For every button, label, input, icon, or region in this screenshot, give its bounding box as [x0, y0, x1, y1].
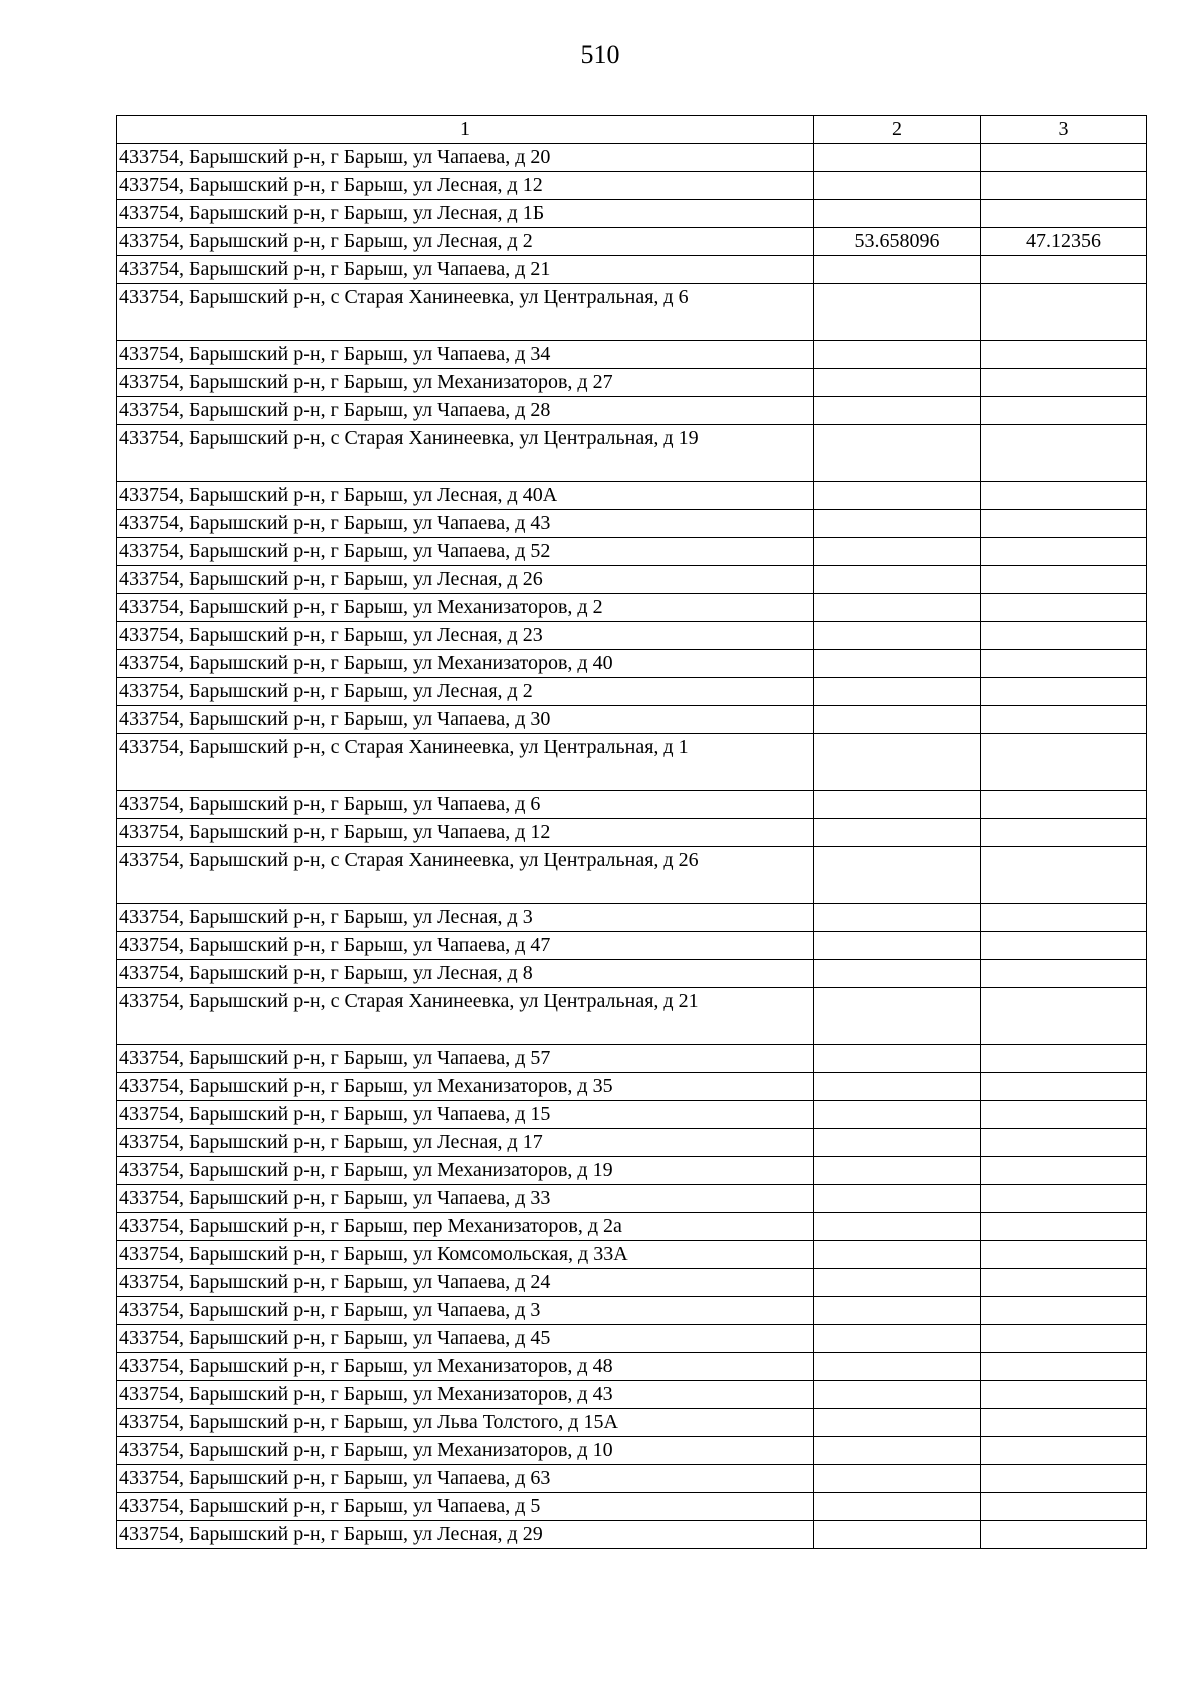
address-cell: 433754, Барышский р-н, г Барыш, ул Чапаева, д 28: [117, 397, 814, 425]
address-cell: 433754, Барышский р-н, г Барыш, ул Лесная, д 12: [117, 172, 814, 200]
latitude-cell: [814, 622, 981, 650]
longitude-cell: [981, 172, 1147, 200]
table-row: [117, 1073, 1147, 1101]
longitude-cell: [981, 650, 1147, 678]
address-cell: 433754, Барышский р-н, г Барыш, ул Чапаева, д 30: [117, 706, 814, 734]
longitude-cell: [981, 1101, 1147, 1129]
longitude-cell: [981, 706, 1147, 734]
table-row: [117, 1465, 1147, 1493]
latitude-cell: [814, 256, 981, 284]
address-cell: 433754, Барышский р-н, г Барыш, ул Чапаева, д 12: [117, 819, 814, 847]
longitude-cell: [981, 1409, 1147, 1437]
latitude-cell: [814, 200, 981, 228]
address-cell: 433754, Барышский р-н, г Барыш, ул Чапаева, д 34: [117, 341, 814, 369]
longitude-cell: [981, 510, 1147, 538]
address-cell: 433754, Барышский р-н, с Старая Ханинеевка, ул Центральная, д 26: [117, 847, 814, 904]
table-row: [117, 256, 1147, 284]
table-row: [117, 1381, 1147, 1409]
address-cell: 433754, Барышский р-н, г Барыш, ул Чапаева, д 3: [117, 1297, 814, 1325]
table-row: [117, 1297, 1147, 1325]
table-row: [117, 1409, 1147, 1437]
table-row: [117, 1353, 1147, 1381]
longitude-cell: [981, 1213, 1147, 1241]
longitude-cell: [981, 960, 1147, 988]
column-header-3: 3: [981, 116, 1147, 144]
latitude-cell: [814, 369, 981, 397]
table-row: [117, 819, 1147, 847]
address-cell: 433754, Барышский р-н, г Барыш, ул Лесная, д 40А: [117, 482, 814, 510]
address-cell: 433754, Барышский р-н, г Барыш, ул Механизаторов, д 19: [117, 1157, 814, 1185]
latitude-cell: [814, 1437, 981, 1465]
table-row: [117, 1157, 1147, 1185]
longitude-cell: [981, 284, 1147, 341]
address-cell: 433754, Барышский р-н, г Барыш, ул Чапаева, д 43: [117, 510, 814, 538]
table-row: [117, 960, 1147, 988]
table-row: [117, 904, 1147, 932]
longitude-cell: [981, 1269, 1147, 1297]
longitude-cell: [981, 200, 1147, 228]
table-row: [117, 172, 1147, 200]
page-number: 510: [580, 40, 620, 69]
address-cell: 433754, Барышский р-н, г Барыш, ул Льва Толстого, д 15А: [117, 1409, 814, 1437]
address-cell: 433754, Барышский р-н, г Барыш, ул Лесная, д 23: [117, 622, 814, 650]
address-cell: 433754, Барышский р-н, г Барыш, ул Механизаторов, д 27: [117, 369, 814, 397]
table-row: [117, 228, 1147, 256]
latitude-cell: [814, 482, 981, 510]
longitude-cell: [981, 538, 1147, 566]
address-cell: 433754, Барышский р-н, г Барыш, ул Чапаева, д 63: [117, 1465, 814, 1493]
longitude-cell: [981, 425, 1147, 482]
table-body: [117, 144, 1147, 1549]
table-row: [117, 1045, 1147, 1073]
longitude-cell: [981, 678, 1147, 706]
latitude-cell: [814, 1297, 981, 1325]
latitude-cell: [814, 172, 981, 200]
latitude-cell: [814, 1045, 981, 1073]
latitude-cell: [814, 1213, 981, 1241]
table-row: [117, 538, 1147, 566]
address-cell: 433754, Барышский р-н, г Барыш, ул Лесная, д 2: [117, 228, 814, 256]
longitude-cell: [981, 791, 1147, 819]
table-row: [117, 1101, 1147, 1129]
address-cell: 433754, Барышский р-н, с Старая Ханинеевка, ул Центральная, д 1: [117, 734, 814, 791]
table-header-row: [117, 116, 1147, 144]
address-cell: 433754, Барышский р-н, г Барыш, ул Механизаторов, д 2: [117, 594, 814, 622]
longitude-cell: [981, 1073, 1147, 1101]
longitude-cell: [981, 1521, 1147, 1549]
latitude-cell: [814, 706, 981, 734]
latitude-cell: [814, 566, 981, 594]
table-row: [117, 1129, 1147, 1157]
latitude-cell: [814, 1073, 981, 1101]
table-row: [117, 847, 1147, 904]
latitude-cell: [814, 1269, 981, 1297]
longitude-cell: [981, 819, 1147, 847]
latitude-cell: [814, 1493, 981, 1521]
table-row: [117, 425, 1147, 482]
address-cell: 433754, Барышский р-н, с Старая Ханинеевка, ул Центральная, д 21: [117, 988, 814, 1045]
table-row: [117, 369, 1147, 397]
latitude-cell: [814, 847, 981, 904]
latitude-cell: 53.658096: [814, 228, 981, 256]
address-cell: 433754, Барышский р-н, г Барыш, ул Чапаева, д 52: [117, 538, 814, 566]
latitude-cell: [814, 988, 981, 1045]
table-row: [117, 566, 1147, 594]
latitude-cell: [814, 932, 981, 960]
longitude-cell: [981, 1129, 1147, 1157]
latitude-cell: [814, 678, 981, 706]
address-cell: 433754, Барышский р-н, г Барыш, ул Чапаева, д 47: [117, 932, 814, 960]
latitude-cell: [814, 397, 981, 425]
latitude-cell: [814, 734, 981, 791]
longitude-cell: [981, 904, 1147, 932]
latitude-cell: [814, 1465, 981, 1493]
longitude-cell: [981, 594, 1147, 622]
longitude-cell: [981, 1465, 1147, 1493]
address-cell: 433754, Барышский р-н, г Барыш, ул Лесная, д 26: [117, 566, 814, 594]
longitude-cell: [981, 1045, 1147, 1073]
longitude-cell: 47.12356: [981, 228, 1147, 256]
table-row: [117, 791, 1147, 819]
longitude-cell: [981, 256, 1147, 284]
table-row: [117, 284, 1147, 341]
address-cell: 433754, Барышский р-н, г Барыш, ул Чапаева, д 24: [117, 1269, 814, 1297]
address-cell: 433754, Барышский р-н, г Барыш, ул Комсомольская, д 33А: [117, 1241, 814, 1269]
longitude-cell: [981, 1353, 1147, 1381]
address-cell: 433754, Барышский р-н, г Барыш, ул Механизаторов, д 35: [117, 1073, 814, 1101]
address-cell: 433754, Барышский р-н, с Старая Ханинеевка, ул Центральная, д 6: [117, 284, 814, 341]
address-cell: 433754, Барышский р-н, г Барыш, пер Механизаторов, д 2а: [117, 1213, 814, 1241]
latitude-cell: [814, 1157, 981, 1185]
latitude-cell: [814, 1325, 981, 1353]
longitude-cell: [981, 144, 1147, 172]
table-row: [117, 678, 1147, 706]
longitude-cell: [981, 369, 1147, 397]
table-row: [117, 622, 1147, 650]
address-cell: 433754, Барышский р-н, г Барыш, ул Лесная, д 1Б: [117, 200, 814, 228]
address-cell: 433754, Барышский р-н, г Барыш, ул Чапаева, д 5: [117, 1493, 814, 1521]
longitude-cell: [981, 847, 1147, 904]
longitude-cell: [981, 1381, 1147, 1409]
longitude-cell: [981, 1437, 1147, 1465]
latitude-cell: [814, 1129, 981, 1157]
latitude-cell: [814, 819, 981, 847]
table-row: [117, 1269, 1147, 1297]
address-cell: 433754, Барышский р-н, г Барыш, ул Чапаева, д 6: [117, 791, 814, 819]
table-row: [117, 1493, 1147, 1521]
longitude-cell: [981, 622, 1147, 650]
longitude-cell: [981, 1241, 1147, 1269]
longitude-cell: [981, 1185, 1147, 1213]
table-row: [117, 734, 1147, 791]
latitude-cell: [814, 425, 981, 482]
longitude-cell: [981, 1297, 1147, 1325]
longitude-cell: [981, 1325, 1147, 1353]
address-cell: 433754, Барышский р-н, г Барыш, ул Механизаторов, д 43: [117, 1381, 814, 1409]
latitude-cell: [814, 1353, 981, 1381]
table-row: [117, 1325, 1147, 1353]
table-row: [117, 341, 1147, 369]
address-cell: 433754, Барышский р-н, г Барыш, ул Лесная, д 3: [117, 904, 814, 932]
table-row: [117, 594, 1147, 622]
address-cell: 433754, Барышский р-н, г Барыш, ул Лесная, д 8: [117, 960, 814, 988]
longitude-cell: [981, 1493, 1147, 1521]
address-cell: 433754, Барышский р-н, г Барыш, ул Чапаева, д 45: [117, 1325, 814, 1353]
latitude-cell: [814, 960, 981, 988]
latitude-cell: [814, 1381, 981, 1409]
latitude-cell: [814, 904, 981, 932]
table-row: [117, 1213, 1147, 1241]
latitude-cell: [814, 284, 981, 341]
address-table: [116, 115, 1147, 1549]
latitude-cell: [814, 1185, 981, 1213]
latitude-cell: [814, 1241, 981, 1269]
address-cell: 433754, Барышский р-н, г Барыш, ул Механизаторов, д 48: [117, 1353, 814, 1381]
table-row: [117, 706, 1147, 734]
table-row: [117, 482, 1147, 510]
longitude-cell: [981, 988, 1147, 1045]
latitude-cell: [814, 594, 981, 622]
longitude-cell: [981, 1157, 1147, 1185]
table-row: [117, 200, 1147, 228]
longitude-cell: [981, 341, 1147, 369]
longitude-cell: [981, 932, 1147, 960]
latitude-cell: [814, 1521, 981, 1549]
table-row: [117, 650, 1147, 678]
latitude-cell: [814, 538, 981, 566]
address-cell: 433754, Барышский р-н, г Барыш, ул Чапаева, д 21: [117, 256, 814, 284]
latitude-cell: [814, 1101, 981, 1129]
table-row: [117, 144, 1147, 172]
table-row: [117, 397, 1147, 425]
table-row: [117, 510, 1147, 538]
longitude-cell: [981, 482, 1147, 510]
address-cell: 433754, Барышский р-н, г Барыш, ул Лесная, д 2: [117, 678, 814, 706]
latitude-cell: [814, 510, 981, 538]
address-cell: 433754, Барышский р-н, г Барыш, ул Лесная, д 29: [117, 1521, 814, 1549]
column-header-1: 1: [117, 116, 814, 144]
latitude-cell: [814, 1409, 981, 1437]
address-cell: 433754, Барышский р-н, г Барыш, ул Механизаторов, д 10: [117, 1437, 814, 1465]
address-cell: 433754, Барышский р-н, г Барыш, ул Чапаева, д 15: [117, 1101, 814, 1129]
address-cell: 433754, Барышский р-н, г Барыш, ул Механизаторов, д 40: [117, 650, 814, 678]
latitude-cell: [814, 650, 981, 678]
column-header-2: 2: [814, 116, 981, 144]
address-cell: 433754, Барышский р-н, г Барыш, ул Чапаева, д 20: [117, 144, 814, 172]
latitude-cell: [814, 144, 981, 172]
latitude-cell: [814, 341, 981, 369]
table-row: [117, 1521, 1147, 1549]
address-cell: 433754, Барышский р-н, г Барыш, ул Чапаева, д 57: [117, 1045, 814, 1073]
table-row: [117, 1241, 1147, 1269]
table-row: [117, 988, 1147, 1045]
table-row: [117, 1437, 1147, 1465]
longitude-cell: [981, 734, 1147, 791]
address-cell: 433754, Барышский р-н, г Барыш, ул Чапаева, д 33: [117, 1185, 814, 1213]
address-cell: 433754, Барышский р-н, с Старая Ханинеевка, ул Центральная, д 19: [117, 425, 814, 482]
address-cell: 433754, Барышский р-н, г Барыш, ул Лесная, д 17: [117, 1129, 814, 1157]
table-row: [117, 1185, 1147, 1213]
longitude-cell: [981, 566, 1147, 594]
longitude-cell: [981, 397, 1147, 425]
table-row: [117, 932, 1147, 960]
latitude-cell: [814, 791, 981, 819]
